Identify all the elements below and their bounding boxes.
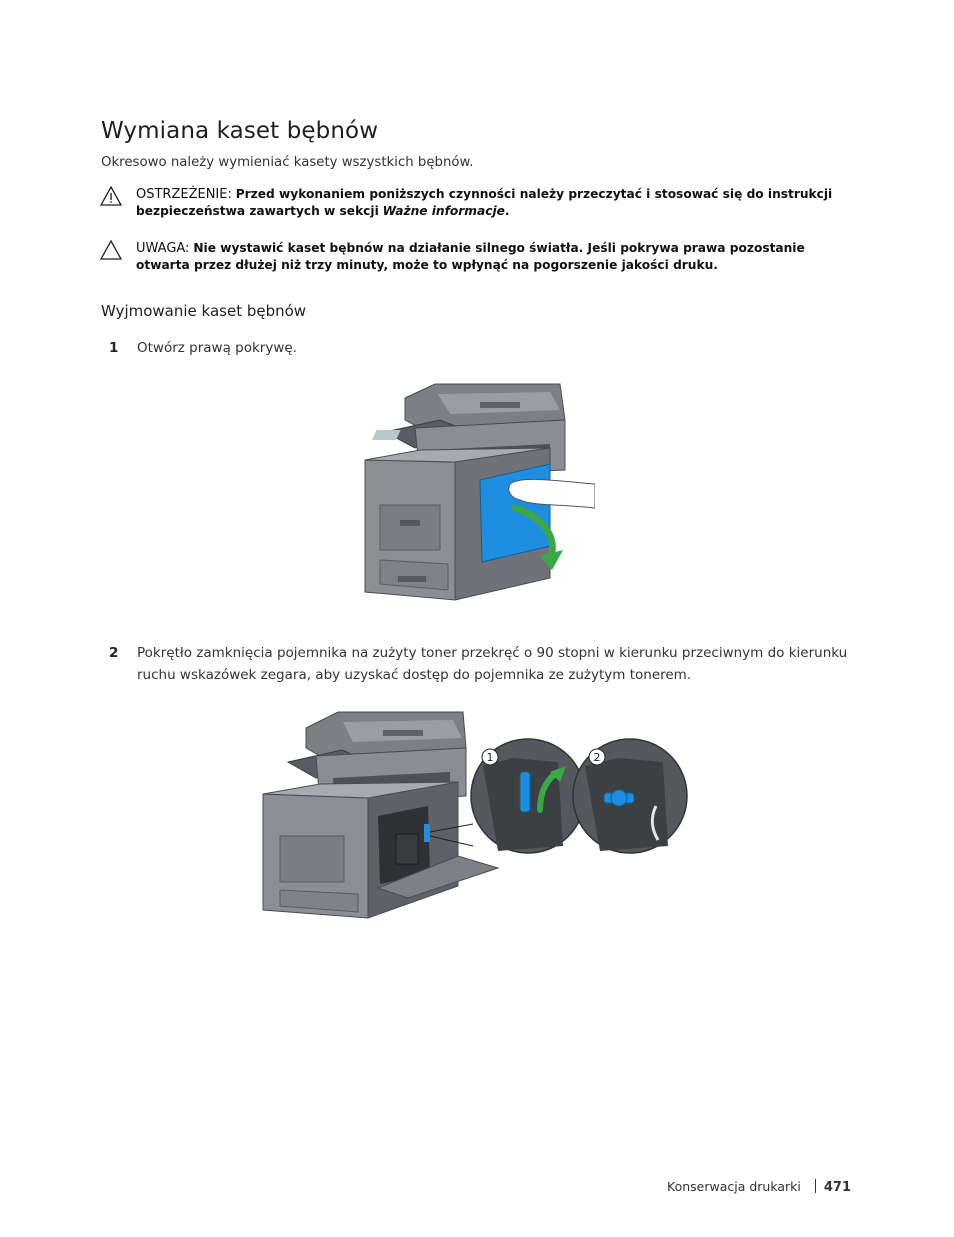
figure-open-right-cover [360,380,595,605]
section-title: Wyjmowanie kaset bębnów [101,302,307,320]
step-number: 2 [109,645,119,661]
footer-section: Konserwacja drukarki [667,1179,801,1194]
step-1 [109,337,849,359]
step-text: Pokrętło zamknięcia pojemnika na zużyty toner przekręć o 90 stopni w kierunku przeciwnym do kierunku ruchu wskazówek zegara, aby uzyskać dostęp do pojemnika ze zużytym tonerem. [137,645,848,683]
detail-circle-2 [573,739,687,853]
caution-triangle-icon [100,240,122,260]
caution-label: UWAGA: [136,241,190,256]
step-number: 1 [109,340,119,356]
footer-divider [815,1179,816,1193]
warning-triangle-icon [100,186,122,206]
warning-text: Przed wykonaniem poniższych czynności należy przeczytać i stosować się do instrukcji bezpieczeństwa zawartych w sekcji [136,187,833,218]
page-title: Wymiana kaset bębnów [101,118,379,144]
callout-1: 1 [486,751,494,764]
step-text: Otwórz prawą pokrywę. [137,340,297,356]
caution-text: Nie wystawić kaset bębnów na działanie silnego światła. Jeśli pokrywa prawa pozostanie otwarta przez dłużej niż trzy minuty, może to wpłynąć na pogorszenie jakości druku. [136,241,805,272]
warning-notice [100,186,860,220]
page-footer [667,1179,851,1195]
page-number: 471 [823,1180,852,1195]
caution-notice [100,240,860,274]
warning-end: . [504,204,510,218]
figure-waste-toner-lock [258,706,690,920]
warning-link[interactable]: Ważne informacje [382,204,505,218]
intro-text: Okresowo należy wymieniać kasety wszystkich bębnów. [101,155,474,170]
warning-label: OSTRZEŻENIE: [136,187,232,202]
step-2 [109,642,849,686]
callout-2: 2 [593,751,601,764]
